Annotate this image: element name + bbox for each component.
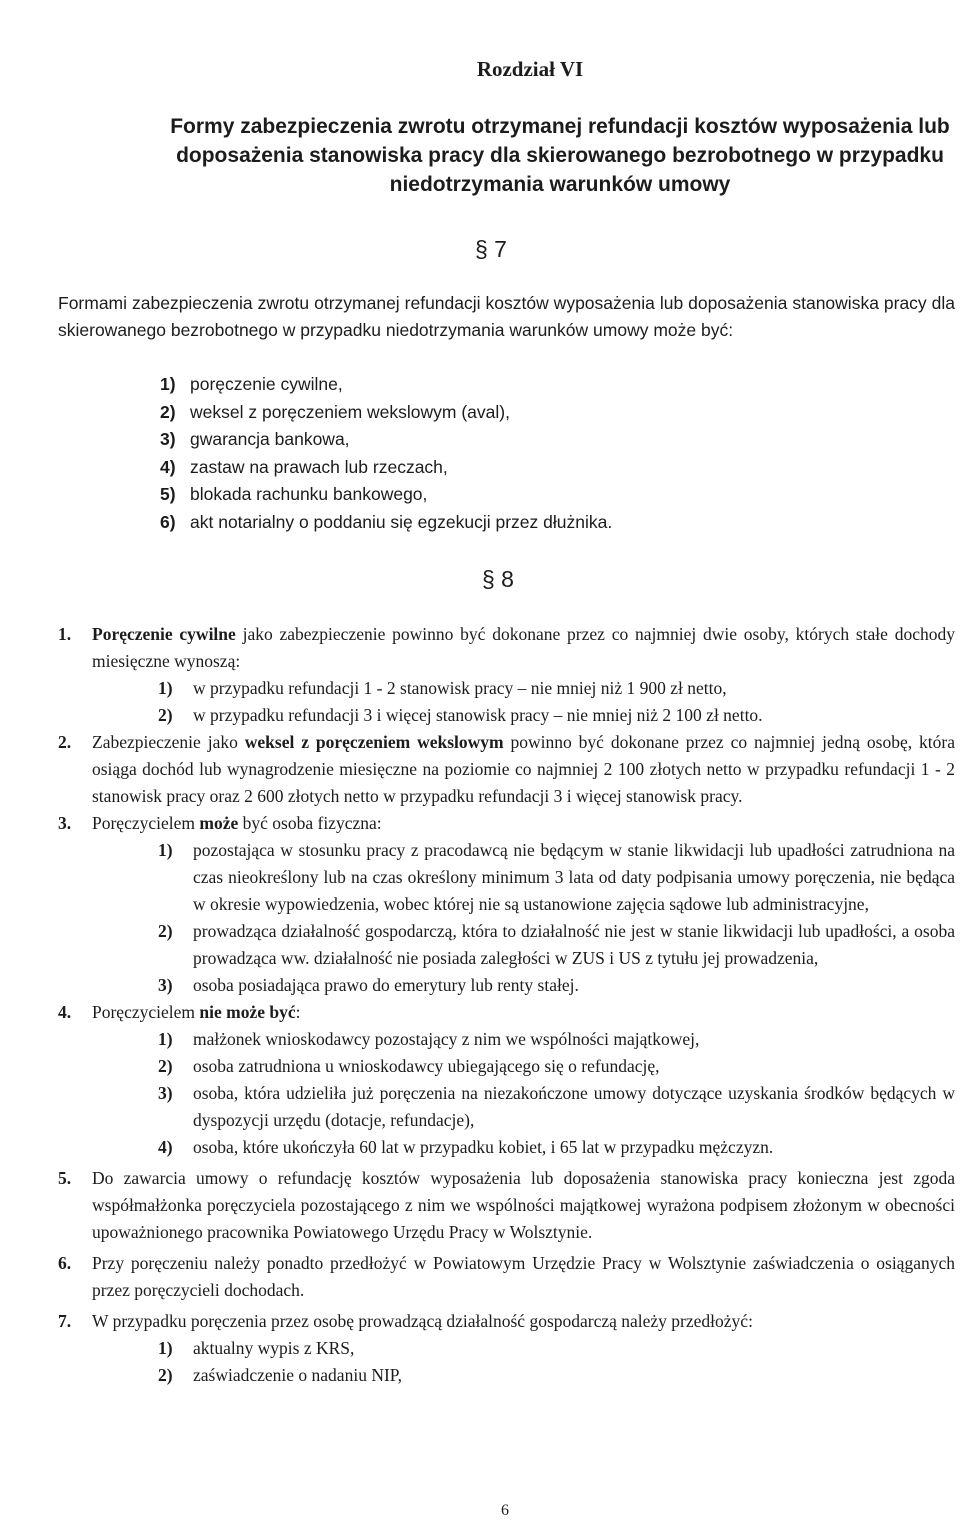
sub-item-text: aktualny wypis z KRS, <box>193 1338 355 1358</box>
section-8-point-1 <box>58 621 955 675</box>
sub-item-number: 1) <box>158 840 173 860</box>
sub-item-text: pozostająca w stosunku pracy z pracodawcą nie będącym w stanie likwidacji lub upadłości zatrudniona na czas nieokreślony lub na czas określony minimum 3 lata od daty podpisania umowy poręczenia, nie będąca w okresie wypowiedzenia, wobec której nie są ustanowione zajęcia sądowe lub administracyjne, <box>193 840 955 914</box>
section-7-intro: Formami zabezpieczenia zwrotu otrzymanej refundacji kosztów wyposażenia lub doposażenia stanowiska pracy dla skierowanego bezrobotnego w przypadku niedotrzymania warunków umowy może być: <box>58 293 955 340</box>
sub-item-number: 3) <box>158 975 173 995</box>
list-item-text: gwarancja bankowa, <box>190 429 350 449</box>
point-number: 2. <box>58 732 72 752</box>
chapter-title <box>60 112 960 199</box>
sub-item-number: 2) <box>158 705 173 725</box>
sub-item-text: osoba, które ukończyła 60 lat w przypadku kobiet, i 65 lat w przypadku mężczyzn. <box>193 1137 774 1157</box>
section-8-point-5 <box>58 1165 955 1246</box>
point-bold-text: Poręczenie cywilne <box>92 624 236 644</box>
sub-item-text: osoba posiadająca prawo do emerytury lub renty stałej. <box>193 975 579 995</box>
point-bold-text: weksel z poręczeniem wekslowym <box>244 732 504 752</box>
point-text: powinno być dokonane przez co najmniej jedną osobę, która osiąga dochód lub wynagrodzenie miesięczne na poziomie co najmniej 2 100 złotych netto w przypadku refundacji 1 - 2 stanowisk pracy oraz 2 600 złotych netto w przypadku refundacji 3 i więcej stanowisk pracy. <box>92 732 955 806</box>
chapter-title-line: Formy zabezpieczenia zwrotu otrzymanej refundacji kosztów wyposażenia lub <box>170 115 950 138</box>
point-number: 4. <box>58 1002 72 1022</box>
sub-item-text: zaświadczenie o nadaniu NIP, <box>193 1365 402 1385</box>
point-number: 7. <box>58 1311 72 1331</box>
point-text: Przy poręczeniu należy ponadto przedłożyć w Powiatowym Urzędzie Pracy w Wolsztynie zaświadczenia o osiąganych przez poręczycieli dochodach. <box>92 1253 955 1300</box>
sub-item <box>58 837 955 918</box>
sub-item-number: 1) <box>158 1029 173 1049</box>
sub-item-text: małżonek wnioskodawcy pozostający z nim we wspólności majątkowej, <box>193 1029 700 1049</box>
chapter-heading: Rozdział VI <box>476 57 584 81</box>
list-item-number: 3) <box>160 429 176 449</box>
section-8-heading: § 8 <box>482 566 514 592</box>
page-number: 6 <box>501 1502 509 1519</box>
list-item-text: akt notarialny o poddaniu się egzekucji przez dłużnika. <box>190 511 613 532</box>
list-item <box>160 454 612 482</box>
sub-item <box>58 702 955 729</box>
point-number: 5. <box>58 1168 72 1188</box>
sub-item-text: osoba, która udzieliła już poręczenia na niezakończone umowy dotyczące uzyskania środków będących w dyspozycji urzędu (dotacje, refundacje), <box>193 1083 955 1130</box>
point-text: : <box>295 1002 301 1022</box>
sub-item <box>58 1026 955 1053</box>
chapter-title-line: doposażenia stanowiska pracy dla skierowanego bezrobotnego w przypadku <box>176 144 944 167</box>
list-item <box>160 509 612 537</box>
sub-item-text: w przypadku refundacji 1 - 2 stanowisk pracy – nie mniej niż 1 900 zł netto, <box>193 678 727 698</box>
sub-item-number: 1) <box>158 1338 173 1358</box>
point-number: 1. <box>58 624 72 644</box>
sub-item <box>58 918 955 972</box>
list-item <box>160 399 612 427</box>
sub-item-number: 1) <box>158 678 173 698</box>
sub-item <box>58 675 955 702</box>
list-item <box>160 426 612 454</box>
list-item-text: blokada rachunku bankowego, <box>190 484 428 504</box>
list-item-text: zastaw na prawach lub rzeczach, <box>190 456 448 477</box>
chapter-title-line: niedotrzymania warunków umowy <box>389 173 731 196</box>
point-text: W przypadku poręczenia przez osobę prowadzącą działalność gospodarczą należy przedłożyć: <box>92 1311 753 1331</box>
point-text-pre: Zabezpieczenie jako <box>92 732 245 752</box>
list-item <box>160 481 612 509</box>
sub-item <box>58 1335 955 1362</box>
sub-item-text: w przypadku refundacji 3 i więcej stanowisk pracy – nie mniej niż 2 100 zł netto. <box>193 705 763 725</box>
list-item-number: 4) <box>160 456 176 477</box>
sub-item <box>58 1134 955 1161</box>
sub-item <box>58 1362 955 1389</box>
point-text-pre: Poręczycielem <box>92 1002 200 1022</box>
point-number: 6. <box>58 1253 72 1273</box>
section-8-body <box>58 621 955 1389</box>
point-text: być osoba fizyczna: <box>238 813 382 833</box>
sub-item <box>58 972 955 999</box>
sub-item-number: 4) <box>158 1137 173 1157</box>
list-item-text: poręczenie cywilne, <box>190 374 343 394</box>
list-item-number: 6) <box>160 511 176 532</box>
sub-item-text: osoba zatrudniona u wnioskodawcy ubiegającego się o refundację, <box>193 1056 660 1076</box>
section-8-point-7 <box>58 1308 955 1335</box>
sub-item-number: 2) <box>158 921 173 941</box>
point-text-pre: Poręczycielem <box>92 813 200 833</box>
section-8-point-6 <box>58 1250 955 1304</box>
section-8-point-4 <box>58 999 955 1026</box>
section-7-list <box>160 371 612 536</box>
point-bold-text: nie może być <box>199 1002 296 1022</box>
section-8-point-3 <box>58 810 955 837</box>
sub-item-number: 2) <box>158 1056 173 1076</box>
sub-item-number: 2) <box>158 1365 173 1385</box>
section-7-heading: § 7 <box>475 236 507 262</box>
sub-item-text: prowadząca działalność gospodarczą, która to działalność nie jest w stanie likwidacji lub upadłości, a osoba prowadząca ww. działalność nie posiada zaległości w ZUS i US z tytułu jej prowadzenia, <box>193 921 955 968</box>
list-item-text: weksel z poręczeniem wekslowym (aval), <box>190 401 510 422</box>
list-item-number: 2) <box>160 401 176 422</box>
point-bold-text: może <box>199 813 239 833</box>
sub-item <box>58 1080 955 1134</box>
point-number: 3. <box>58 813 72 833</box>
point-text: Do zawarcia umowy o refundację kosztów wyposażenia lub doposażenia stanowiska pracy konieczna jest zgoda współmałżonka poręczyciela pozostającego z nim we wspólności majątkowej wyrażona podpisem złożonym w obecności upoważnionego pracownika Powiatowego Urzędu Pracy w Wolsztynie. <box>92 1168 955 1242</box>
sub-item <box>58 1053 955 1080</box>
sub-item-number: 3) <box>158 1083 173 1103</box>
list-item <box>160 371 612 399</box>
section-8-point-2 <box>58 729 955 810</box>
point-text: jako zabezpieczenie powinno być dokonane przez co najmniej dwie osoby, których stałe dochody miesięczne wynoszą: <box>92 624 955 671</box>
list-item-number: 5) <box>160 484 176 504</box>
list-item-number: 1) <box>160 374 176 394</box>
